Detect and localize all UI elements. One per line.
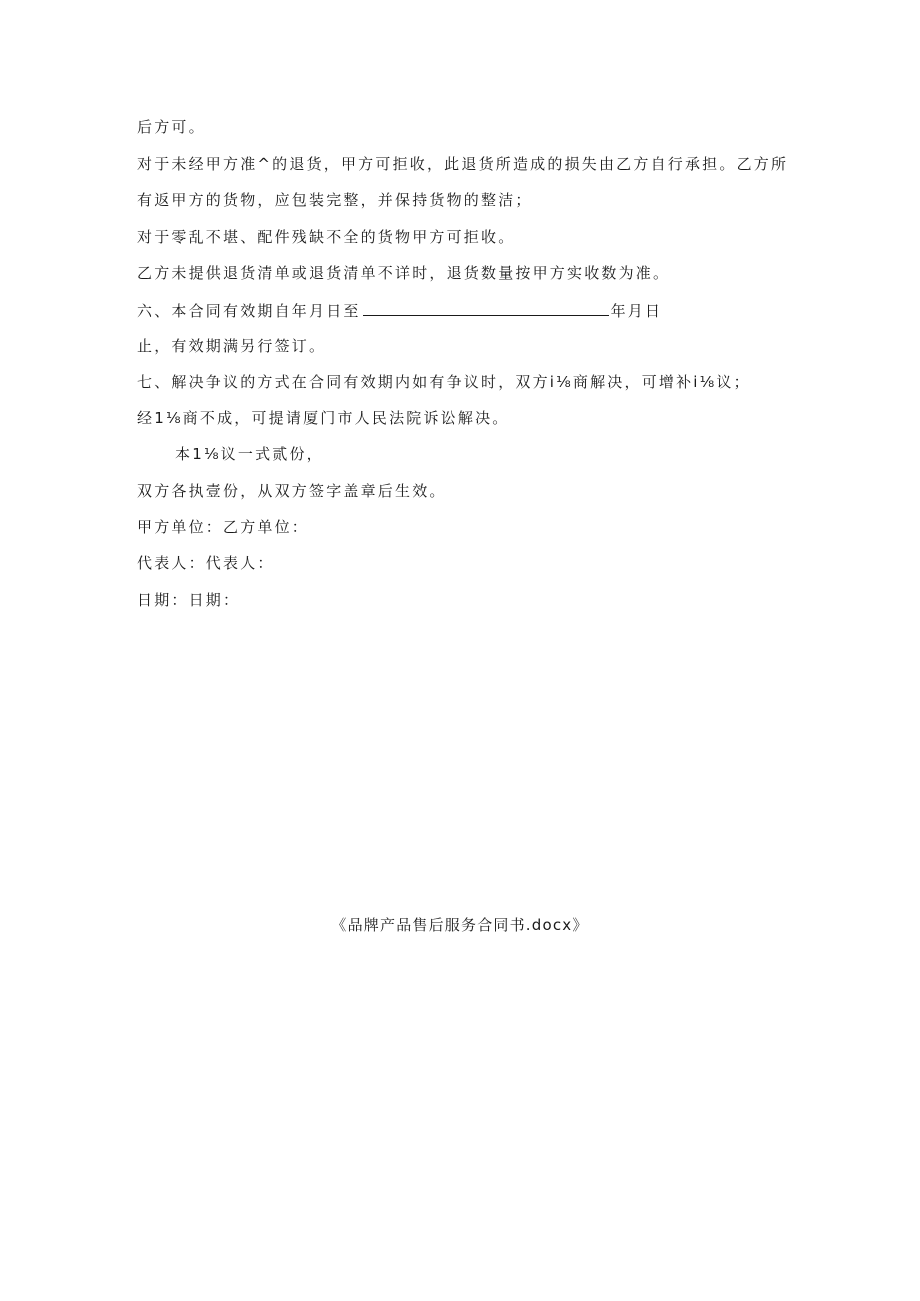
validity-period-suffix: 年月日 (610, 302, 663, 320)
document-filename-footer: 《品牌产品售后服务合同书.docx》 (331, 916, 589, 934)
body-line: 对于未经甲方准^的退货，甲方可拒收，此退货所造成的损失由乙方自行承担。乙方所 (137, 155, 789, 173)
body-line: 双方各执壹份，从双方签字盖章后生效。 (137, 482, 447, 500)
validity-period-prefix: 六、本合同有效期自年月日至 (137, 302, 361, 320)
body-line: 本1⅛议一式贰份， (175, 445, 324, 463)
signature-representative-line: 代表人：代表人： (137, 554, 275, 572)
body-line: 对于零乱不堪、配件残缺不全的货物甲方可拒收。 (137, 228, 516, 246)
body-line: 乙方未提供退货清单或退货清单不详时，退货数量按甲方实收数为准。 (137, 264, 671, 282)
body-line: 止，有效期满另行签订。 (137, 337, 327, 355)
fill-in-blank (363, 299, 609, 316)
body-line: 七、解决争议的方式在合同有效期内如有争议时，双方i⅛商解决，可增补i⅛议； (137, 373, 751, 391)
body-line: 经1⅛商不成，可提请厦门市人民法院诉讼解决。 (137, 409, 510, 427)
validity-period-line (137, 299, 662, 321)
signature-party-line: 甲方单位：乙方单位： (137, 518, 310, 536)
body-line: 有返甲方的货物，应包装完整，并保持货物的整洁； (137, 191, 533, 209)
body-line: 后方可。 (137, 118, 206, 136)
signature-date-line: 日期：日期： (137, 591, 241, 609)
